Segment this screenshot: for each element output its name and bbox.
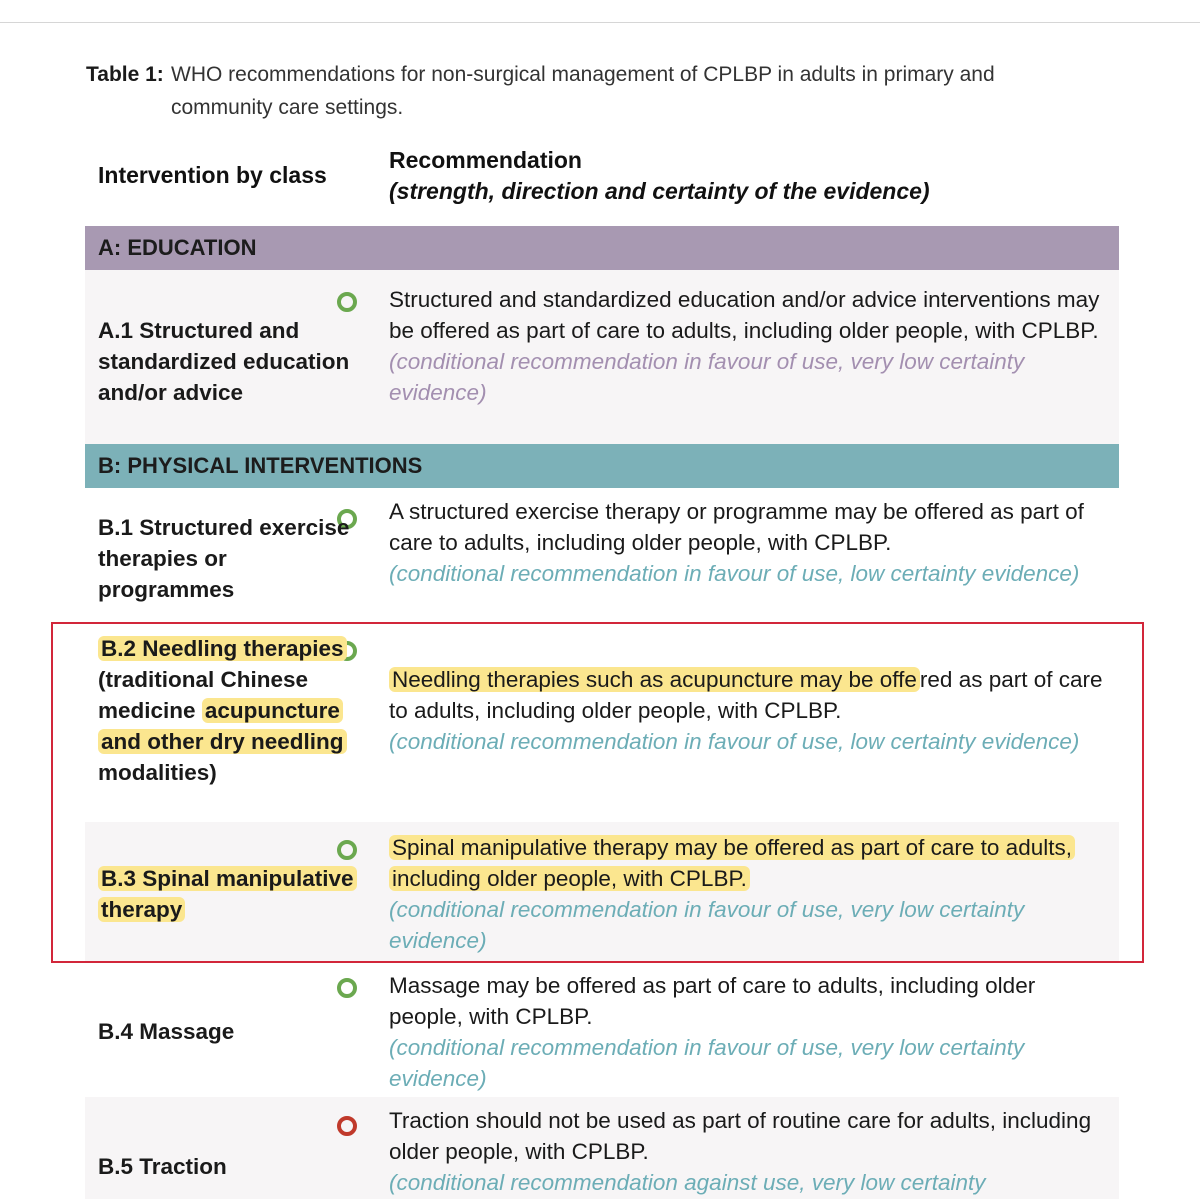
evidence-b1: (conditional recommendation in favour of use, low certainty evidence) bbox=[389, 561, 1080, 586]
recommendation-a1 bbox=[389, 284, 1109, 408]
evidence-a1: (conditional recommendation in favour of use, very low certainty evidence) bbox=[389, 349, 1025, 405]
intervention-b3-highlight: B.3 Spinal manipulative therapy bbox=[98, 866, 357, 922]
intervention-b2-text-2: modalities) bbox=[98, 760, 217, 785]
intervention-b2-text-1: (traditional Chinese medicine bbox=[98, 667, 309, 723]
favour-circle-icon bbox=[337, 978, 357, 998]
table-caption bbox=[86, 58, 1086, 124]
intervention-b2-highlight-2: acupuncture and other dry needling bbox=[98, 698, 347, 754]
recommendation-a1-text: Structured and standardized education and/or advice interventions may be offered as part of care to adults, including older people, with CPLBP. bbox=[389, 287, 1100, 343]
recommendation-b5 bbox=[389, 1105, 1109, 1198]
column-header-recommendation bbox=[389, 145, 1129, 207]
recommendation-b3-highlight: Spinal manipulative therapy may be offered as part of care to adults, including older people, with CPLBP. bbox=[389, 835, 1075, 891]
table-row-b4 bbox=[85, 962, 1119, 1097]
intervention-b2-highlight-1: B.2 Needling therapies bbox=[98, 636, 347, 661]
favour-circle-icon bbox=[337, 292, 357, 312]
recommendation-b4 bbox=[389, 970, 1109, 1094]
intervention-a1: A.1 Structured and standardized education and/or advice bbox=[98, 318, 350, 405]
column-header-intervention: Intervention by class bbox=[98, 162, 327, 188]
recommendation-b5-text: Traction should not be used as part of routine care for adults, including older people, with CPLBP. bbox=[389, 1108, 1092, 1164]
table-row-b1 bbox=[85, 488, 1119, 622]
intervention-b1: B.1 Structured exercise therapies or programmes bbox=[98, 515, 350, 602]
table-row-a1 bbox=[85, 270, 1119, 444]
caption-text: WHO recommendations for non-surgical management of CPLBP in adults in primary and community care settings. bbox=[171, 63, 995, 119]
against-circle-icon bbox=[337, 1116, 357, 1136]
recommendation-header-title: Recommendation bbox=[389, 147, 582, 173]
recommendation-b2-highlight: Needling therapies such as acupuncture may be offe bbox=[389, 667, 920, 692]
section-header-physical-interventions: B: PHYSICAL INTERVENTIONS bbox=[85, 444, 1119, 488]
top-divider bbox=[0, 22, 1200, 23]
recommendation-b1-text: A structured exercise therapy or programme may be offered as part of care to adults, including older people, with CPLBP. bbox=[389, 499, 1084, 555]
table-row-b5 bbox=[85, 1097, 1119, 1199]
evidence-b4: (conditional recommendation in favour of use, very low certainty evidence) bbox=[389, 1035, 1025, 1091]
intervention-b4: B.4 Massage bbox=[98, 1019, 235, 1044]
recommendation-b1 bbox=[389, 496, 1109, 589]
recommendation-b4-text: Massage may be offered as part of care to adults, including older people, with CPLBP. bbox=[389, 973, 1036, 1029]
caption-label: Table 1: bbox=[86, 63, 164, 86]
recommendation-b2-text: red as part of care to adults, including older people, with CPLBP. bbox=[389, 667, 1103, 723]
recommendation-header-subtitle: (strength, direction and certainty of the evidence) bbox=[389, 178, 930, 204]
annotation-highlight-box bbox=[51, 622, 1144, 963]
section-header-education: A: EDUCATION bbox=[85, 226, 1119, 270]
evidence-b5: (conditional recommendation against use, very low certainty bbox=[389, 1170, 986, 1195]
evidence-b3: (conditional recommendation in favour of use, very low certainty evidence) bbox=[389, 897, 1025, 953]
evidence-b2: (conditional recommendation in favour of use, low certainty evidence) bbox=[389, 729, 1080, 754]
intervention-b5: B.5 Traction bbox=[98, 1154, 227, 1179]
